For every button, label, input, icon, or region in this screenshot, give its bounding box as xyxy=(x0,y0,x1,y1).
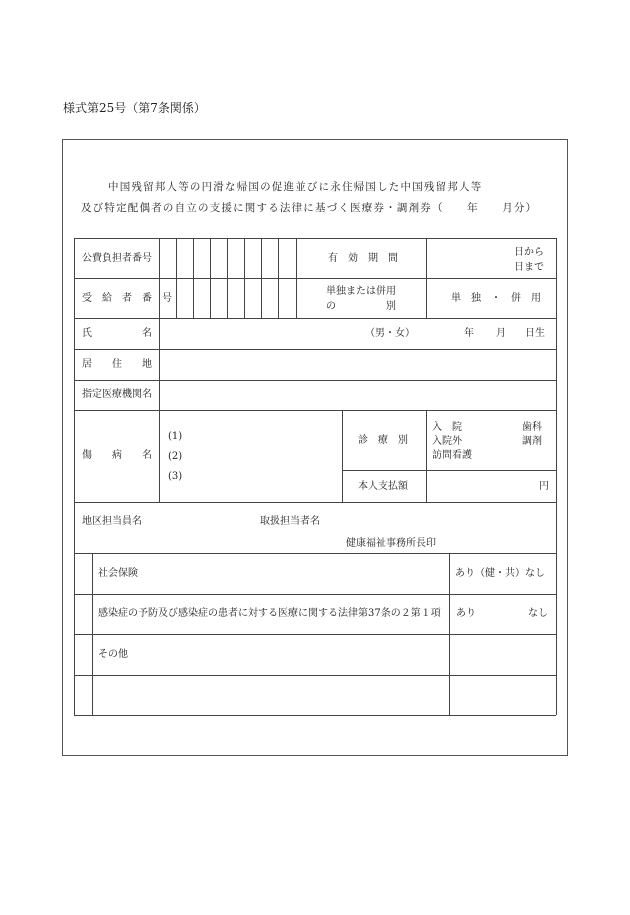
director-seal-label: 健康福祉事務所長印 xyxy=(346,538,436,549)
form-title-line1: 中国残留邦人等の円滑な帰国の促進並びに永住帰国した中国残留邦人等 xyxy=(108,181,483,193)
infection-law-label: 感染症の予防及び感染症の患者に対する医療に関する法律第37条の２第１項 xyxy=(98,608,441,619)
form-number: 様式第25号（第7条関係） xyxy=(63,101,206,115)
birth-month-label: 月 xyxy=(496,328,506,339)
illness-item-3: (3) xyxy=(168,471,183,482)
treatment-dental: 歯科 xyxy=(522,422,542,433)
handler-label: 取扱担当者名 xyxy=(260,516,320,527)
treatment-home-nursing: 訪問看護 xyxy=(432,450,472,461)
validity-to: 日まで xyxy=(514,262,544,273)
form-title-line2: 及び特定配偶者の自立の支援に関する法律に基づく医療券・調剤券（ 年 月分） xyxy=(81,202,538,214)
infection-law-no: なし xyxy=(528,608,548,619)
infection-law-yes: あり xyxy=(456,608,476,619)
birth-day-label: 日生 xyxy=(525,328,545,339)
district-officer-label: 地区担当員名 xyxy=(82,516,142,527)
sex-selector: （男・女） xyxy=(365,328,415,339)
treatment-outpatient: 入院外 xyxy=(432,436,462,447)
form-frame xyxy=(62,139,568,756)
illness-item-1: (1) xyxy=(168,431,183,442)
address-label: 居 住 地 xyxy=(82,359,152,370)
single-combined-label-2: の 別 xyxy=(326,301,396,312)
single-combined-value: 単 独 ・ 併 用 xyxy=(451,293,541,304)
treatment-inpatient: 入 院 xyxy=(432,422,462,433)
institution-label: 指定医療機関名 xyxy=(82,389,152,400)
validity-from: 日から xyxy=(514,247,544,258)
treatment-type-label: 診 療 別 xyxy=(358,435,408,446)
birth-year-label: 年 xyxy=(464,328,474,339)
social-insurance-label: 社会保険 xyxy=(98,568,138,579)
copay-label: 本人支払額 xyxy=(358,481,408,492)
illness-label: 傷 病 名 xyxy=(82,450,152,461)
treatment-dispensing: 調剤 xyxy=(522,436,542,447)
validity-period-label: 有 効 期 間 xyxy=(328,253,398,264)
recipient-number-label: 受 給 者 番 号 xyxy=(82,293,172,304)
copay-unit: 円 xyxy=(539,481,549,492)
payer-number-label: 公費負担者番号 xyxy=(82,253,152,264)
name-label: 氏 名 xyxy=(82,328,152,339)
social-insurance-value: あり（健・共）なし xyxy=(455,568,545,579)
single-combined-label-1: 単独または併用 xyxy=(326,286,396,297)
other-insurance-label: その他 xyxy=(98,649,128,660)
illness-item-2: (2) xyxy=(168,451,183,462)
